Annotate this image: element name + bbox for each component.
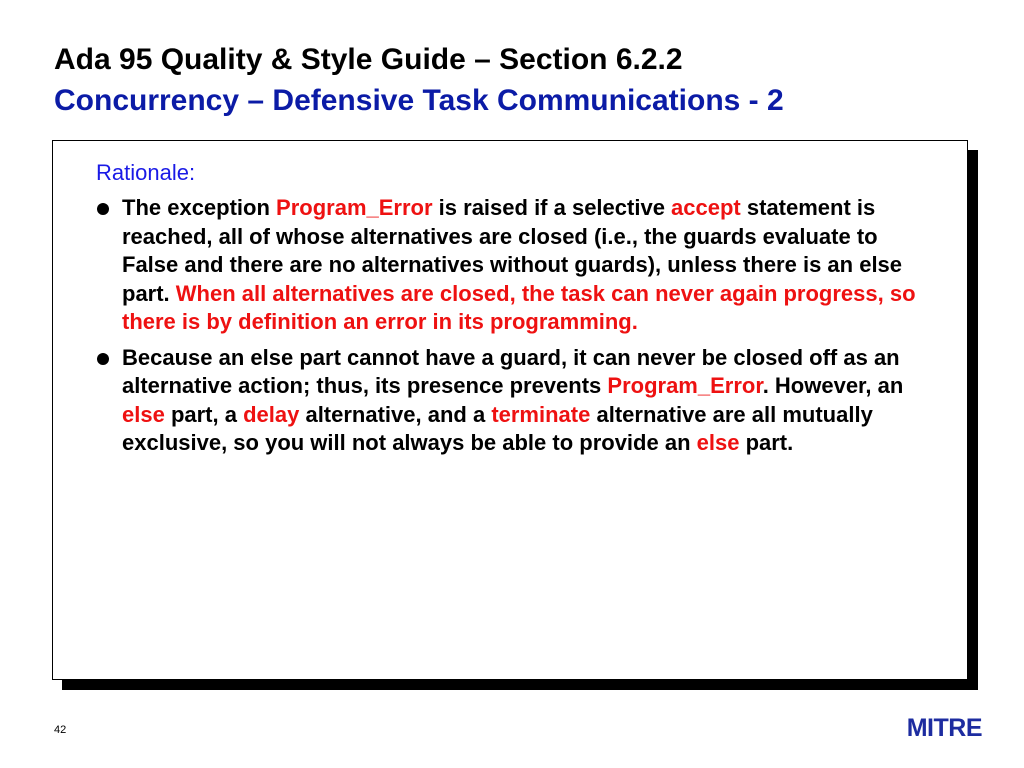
bullet-segment-emphasis: accept: [671, 195, 741, 220]
bullet-segment: alternative, and a: [299, 401, 492, 427]
bullet-segment: . However, an: [762, 373, 904, 398]
bullet-segment: is raised if a selective: [432, 195, 672, 220]
mitre-logo: MITRE: [906, 714, 982, 742]
page-number: 42: [54, 724, 67, 736]
bullet-segment-emphasis: else: [696, 430, 740, 455]
bullet-segment-emphasis: When all alternatives are closed, the task can never again progress, so there is by definition an error in its programming.: [122, 280, 916, 334]
bullet-segment: part, a: [164, 401, 244, 427]
bullet-text: [122, 195, 916, 334]
bullet-text: [122, 345, 903, 456]
section-heading: Rationale:: [96, 160, 196, 185]
bullet-segment-emphasis: terminate: [491, 401, 591, 427]
slide-subtitle: Concurrency – Defensive Task Communications - 2: [54, 84, 784, 117]
bullet-segment-emphasis: Program_Error: [276, 195, 433, 220]
bullet-segment: statement is reached, all of whose alternatives are closed (i.e., the guards evaluate to False and there are no alternatives without guards), unless there is an else part.: [122, 195, 903, 306]
bullet-segment: Because an else part cannot have a guard, it can never be closed off as an alternative action; thus, its presence prevents: [122, 344, 900, 398]
bullet-segment: part.: [739, 430, 794, 455]
bullet-dot-icon: [97, 353, 109, 365]
bullet-segment: alternative are all mutually exclusive, so you will not always be able to provide an: [122, 401, 873, 455]
slide-title: Ada 95 Quality & Style Guide – Section 6.2.2: [54, 43, 683, 76]
bullet-item: [96, 194, 936, 337]
bullet-segment: The exception: [122, 195, 277, 220]
bullet-dot-icon: [97, 203, 109, 215]
bullet-segment-emphasis: delay: [243, 401, 300, 427]
bullet-item: [96, 344, 936, 458]
bullet-segment-emphasis: else: [122, 401, 165, 427]
bullet-segment-emphasis: Program_Error: [607, 373, 763, 398]
bullet-list: [96, 194, 936, 458]
